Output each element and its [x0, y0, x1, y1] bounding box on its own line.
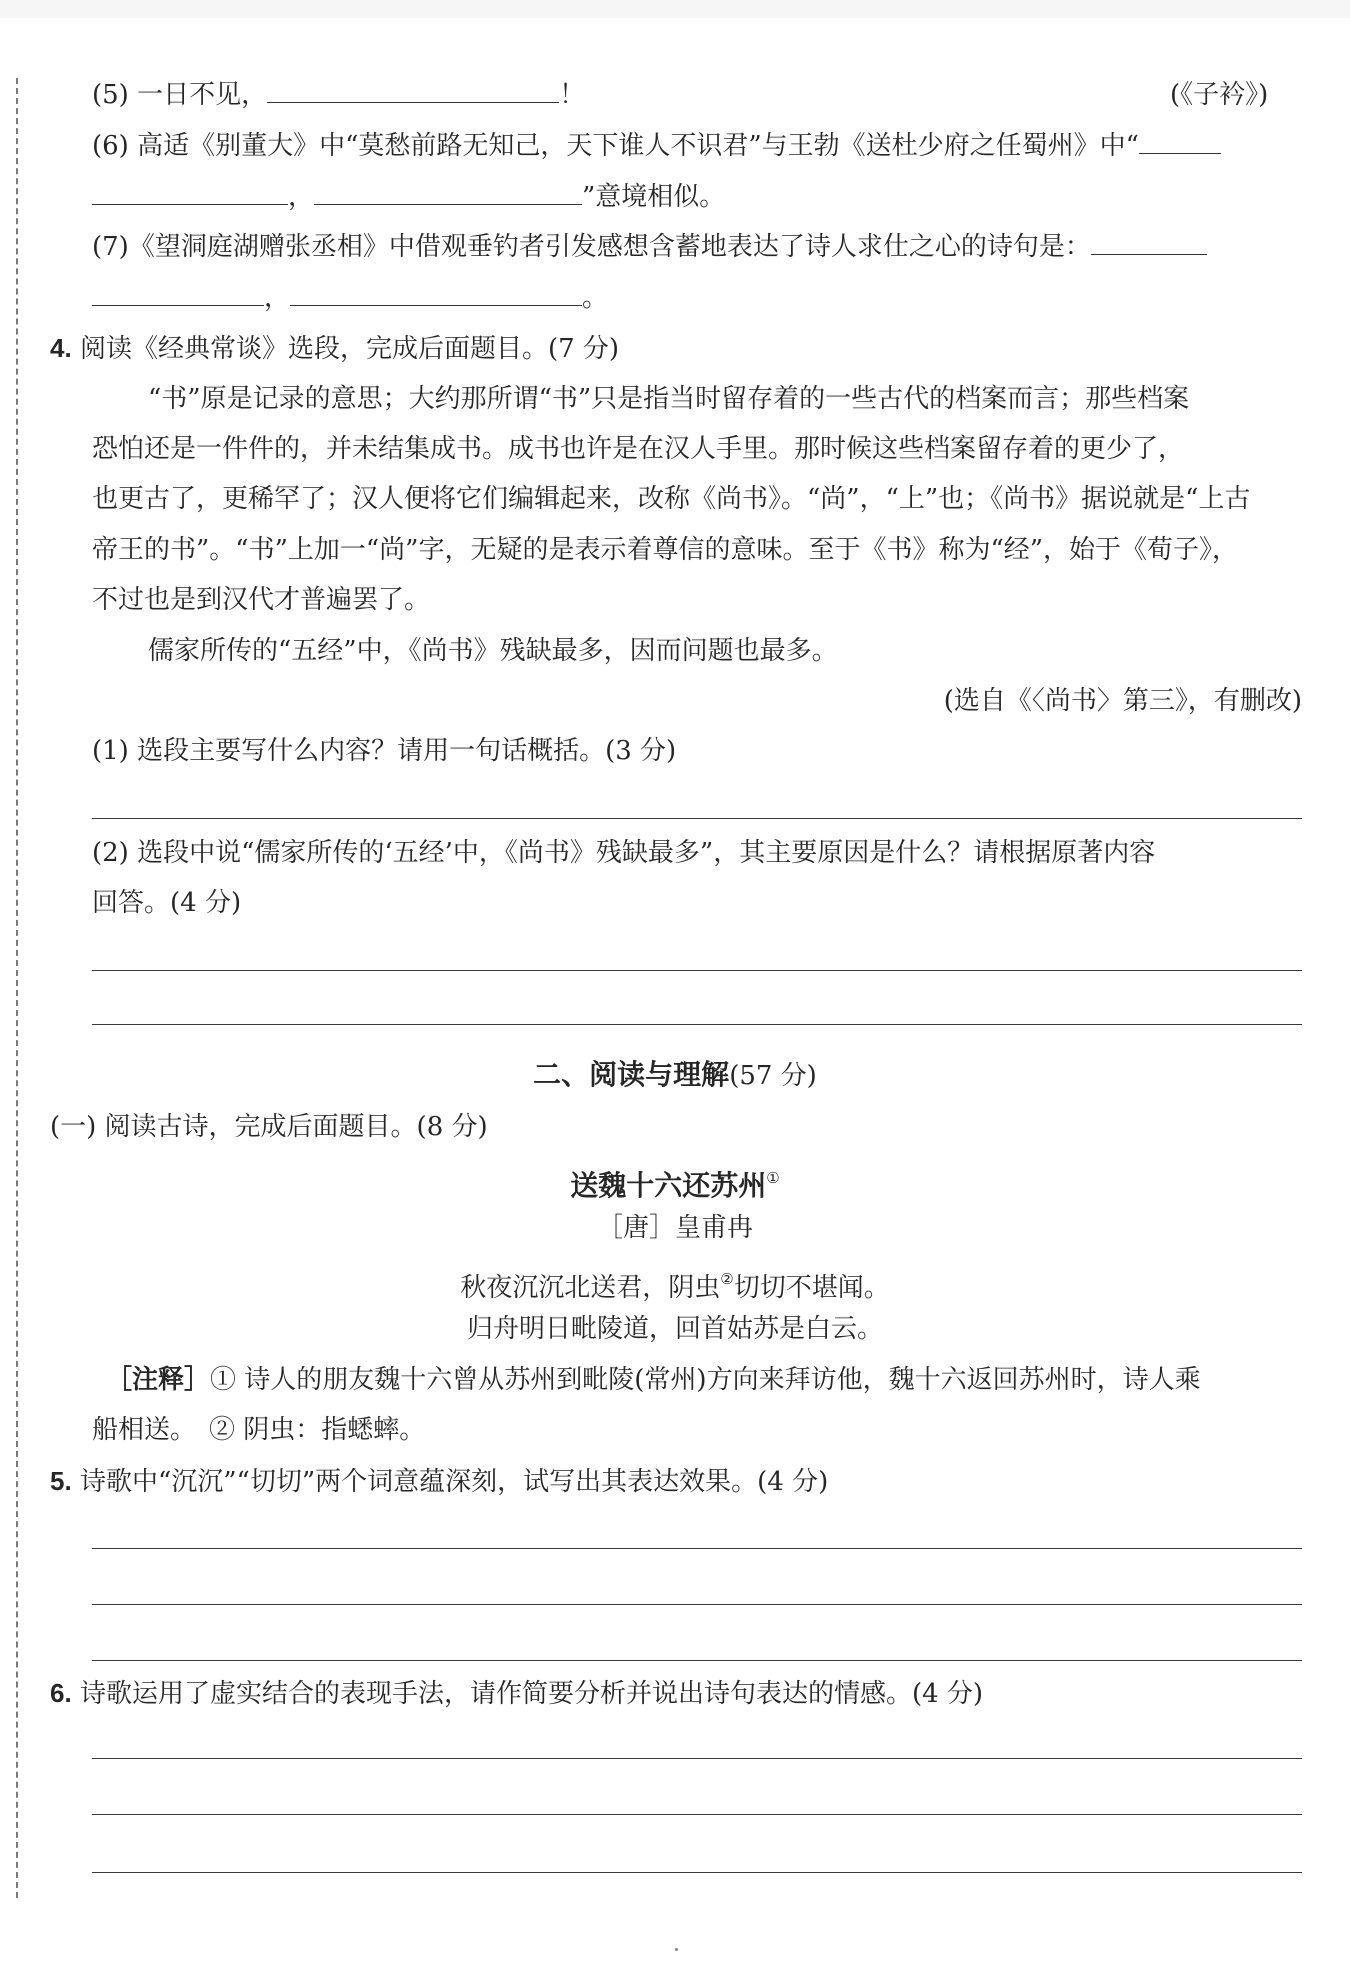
q5-answer-line-1[interactable] [92, 1548, 1302, 1549]
poem-title-text: 送魏十六还苏州 [570, 1169, 767, 1202]
section2-part1: (一) 阅读古诗，完成后面题目。(8 分) [50, 1112, 488, 1142]
q6-answer-line-1[interactable] [92, 1758, 1302, 1759]
q4-title [50, 331, 619, 366]
q4-passage-line2: 恐怕还是一件件的，并未结集成书。成书也许是在汉人手里。那时候这些档案留存着的更少了， [92, 434, 1185, 464]
q6-answer-line-3[interactable] [92, 1872, 1302, 1873]
section2-heading [0, 1058, 1350, 1093]
poem-line1 [0, 1262, 1350, 1305]
q3-item6-answer-blank-c[interactable] [314, 182, 582, 205]
q4-sub2-answer-line-2[interactable] [92, 1024, 1302, 1025]
q5 [50, 1464, 828, 1499]
page-dot [675, 1948, 678, 1951]
q3-item5-text: (5) 一日不见， [92, 80, 268, 110]
q5-answer-line-2[interactable] [92, 1604, 1302, 1605]
q4-source: (选自《〈尚书〉第三》，有删改) [943, 686, 1302, 716]
binding-dashed-line [16, 78, 18, 1898]
q4-sub2-line1: (2) 选段中说“儒家所传的‘五经’中，《尚书》残缺最多”，其主要原因是什么？请根据原著内容 [92, 838, 1156, 868]
q4-sub2-answer-line-1[interactable] [92, 970, 1302, 971]
q3-item7-line1 [92, 230, 1207, 264]
notes-line2: 船相送。 ② 阴虫：指蟋蟀。 [92, 1415, 426, 1445]
q4-passage-para2: 儒家所传的“五经”中，《尚书》残缺最多，因而问题也最多。 [148, 636, 838, 666]
poem-author: ［唐］皇甫冉 [596, 1213, 753, 1243]
q6 [50, 1676, 983, 1711]
poem-line1-a: 秋夜沉沉北送君，阴虫 [460, 1273, 721, 1303]
q3-item6-end: ”意境相似。 [582, 182, 726, 212]
q4-number: 4. [50, 333, 72, 363]
q6-number: 6. [50, 1678, 72, 1708]
q3-item7-text: (7)《望洞庭湖赠张丞相》中借观垂钓者引发感想含蓄地表达了诗人求仕之心的诗句是： [92, 232, 1091, 262]
notes-text-1: ① 诗人的朋友魏十六曾从苏州到毗陵(常州)方向来拜访他，魏十六返回苏州时，诗人乘 [210, 1365, 1201, 1395]
q4-sub1-answer-line[interactable] [92, 818, 1302, 819]
q3-item6-answer-blank-a[interactable] [1139, 131, 1221, 154]
poem-line1-b: 切切不堪闻。 [733, 1273, 890, 1303]
q4-passage-line4: 帝王的书”。“书”上加一“尚”字，无疑的是表示着尊信的意味。至于《书》称为“经”，始于《荀子》， [92, 535, 1239, 565]
notes-line1 [106, 1363, 1201, 1397]
q4-passage-line1: “书”原是记录的意思；大约那所谓“书”只是指当时留存着的一些古代的档案而言；那些档案 [148, 384, 1190, 414]
q3-item7-comma: ， [264, 283, 291, 313]
section2-score: (57 分) [729, 1061, 817, 1091]
q3-item6-line2 [92, 180, 725, 214]
poem-line2: 归舟明日毗陵道，回首姑苏是白云。 [466, 1314, 883, 1344]
page-top-edge [0, 0, 1350, 18]
q3-item5-end: ！ [559, 80, 586, 110]
q4-passage-line3: 也更古了，更稀罕了；汉人便将它们编辑起来，改称《尚书》。“尚”，“上”也；《尚书》据说就是“上古 [92, 484, 1251, 514]
q3-item5-answer-blank[interactable] [267, 80, 559, 103]
poem-line1-note: ② [720, 1270, 734, 1288]
q3-item5-source: (《子衿》) [1170, 80, 1269, 110]
q6-answer-line-2[interactable] [92, 1814, 1302, 1815]
q3-item6-text: (6) 高适《别董大》中“莫愁前路无知己，天下谁人不识君”与王勃《送杜少府之任蜀州》中“ [92, 131, 1139, 161]
q3-item6-comma: ， [288, 182, 315, 212]
q3-item7-answer-blank-b[interactable] [92, 283, 264, 306]
q3-item7-answer-blank-c[interactable] [290, 283, 582, 306]
q5-number: 5. [50, 1466, 72, 1496]
q4-sub2-line2: 回答。(4 分) [92, 888, 242, 918]
q3-item6-answer-blank-b[interactable] [92, 182, 288, 205]
q3-item6-line1 [92, 129, 1221, 163]
poem-title [0, 1161, 1350, 1204]
q4-sub1: (1) 选段主要写什么内容？请用一句话概括。(3 分) [92, 736, 677, 766]
q5-answer-line-3[interactable] [92, 1660, 1302, 1661]
q3-item7-answer-blank-a[interactable] [1091, 232, 1207, 255]
q5-text: 诗歌中“沉沉”“切切”两个词意蕴深刻，试写出其表达效果。(4 分) [79, 1467, 829, 1497]
q3-item7-end: 。 [582, 283, 609, 313]
section2-title: 二、阅读与理解 [533, 1058, 730, 1091]
q4-passage-line5: 不过也是到汉代才普遍罢了。 [92, 585, 431, 615]
poem-title-note: ① [766, 1169, 780, 1187]
notes-label: ［注释］ [106, 1365, 211, 1395]
q4-title-text: 阅读《经典常谈》选段，完成后面题目。(7 分) [79, 334, 620, 364]
q6-text: 诗歌运用了虚实结合的表现手法，请作简要分析并说出诗句表达的情感。(4 分) [79, 1679, 984, 1709]
q3-item5 [92, 78, 585, 112]
q3-item7-line2 [92, 281, 608, 315]
